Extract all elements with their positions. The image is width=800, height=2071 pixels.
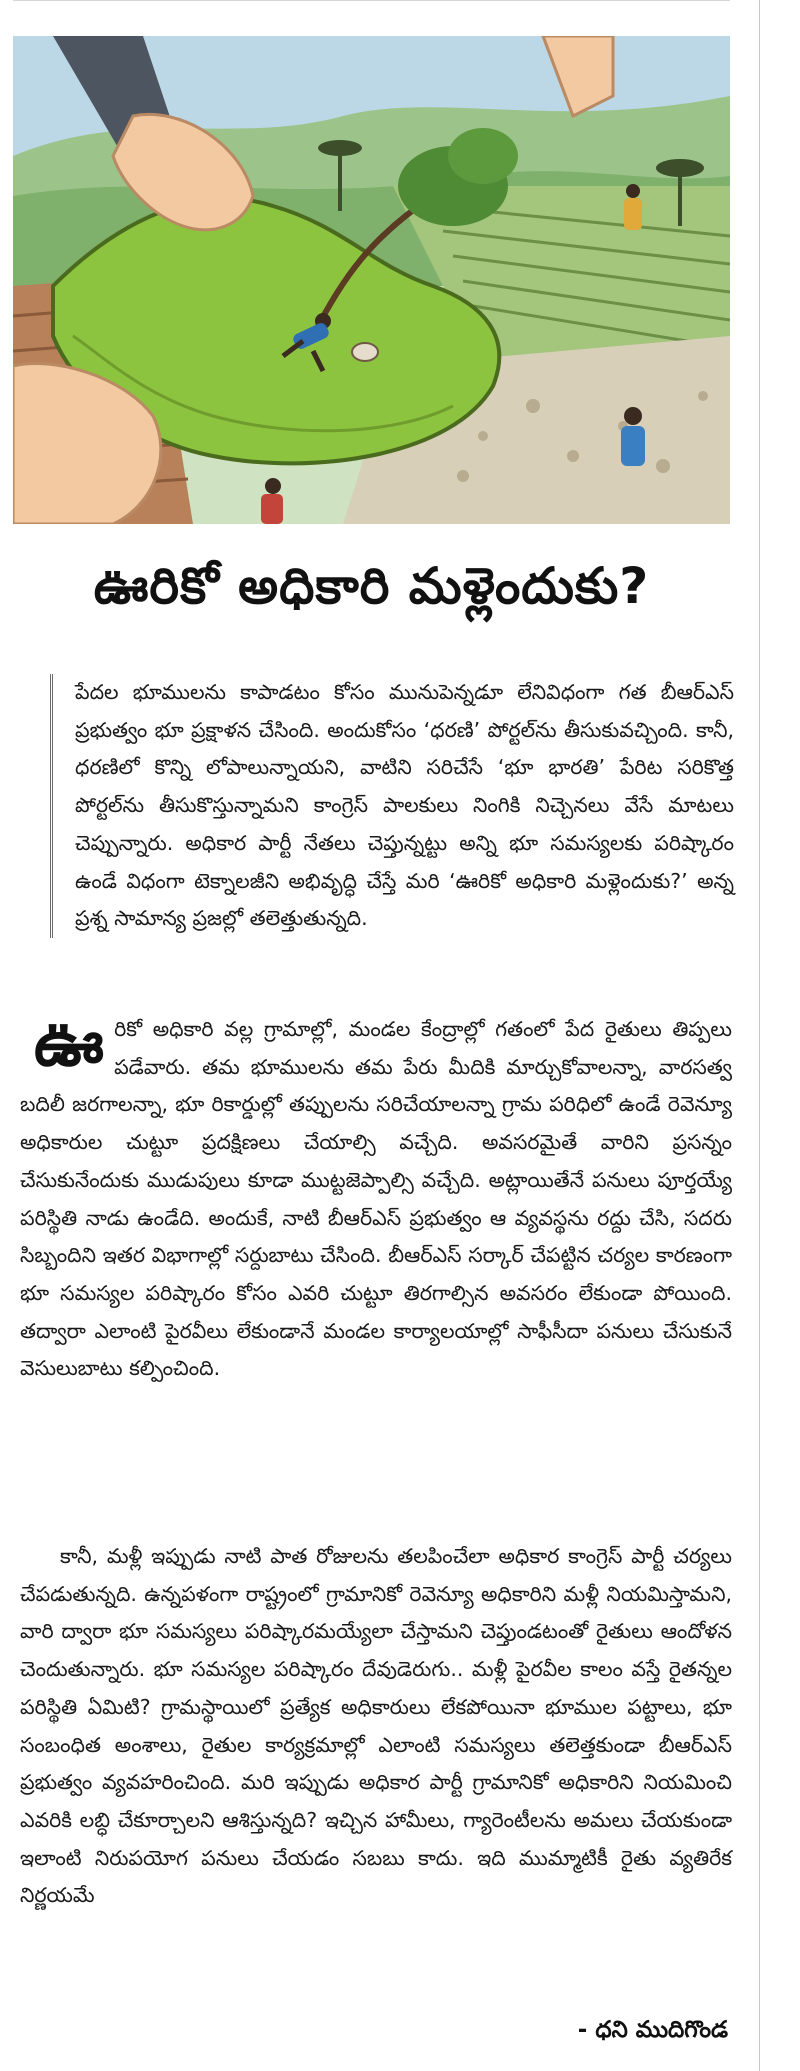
land-grab-illustration (13, 36, 730, 524)
drop-cap: ఊ (34, 1007, 105, 1081)
article-headline: ఊరికో అధికారి మళ్లెందుకు? (93, 557, 650, 615)
author-byline: - ధని ముదిగొండ (577, 2017, 728, 2043)
body-paragraph-1-block (20, 1007, 732, 1388)
column-divider (759, 0, 760, 2071)
body-paragraph-1: రికో అధికారి వల్ల గ్రామాల్లో, మండల కేంద్రాల్లో గతంలో పేద రైతులు తిప్పలు పడేవారు. తమ భూములను తమ పేరు మీదికి మార్చుకోవాలన్నా, వారసత్వ బదిలీ జరగాలన్నా, భూ రికార్డుల్లో తప్పులను సరిచేయాలన్నా గ్రామ పరిధిలో ఉండే రెవెన్యూ అధికారుల చుట్టూ ప్రదక్షిణలు చేయాల్సి వచ్చేది. అవసరమైతే వారిని ప్రసన్నం చేసుకునేందుకు ముడుపులు కూడా ముట్టజెప్పాల్సి వచ్చేది. అట్లాయితేనే పనులు పూర్తయ్యే పరిస్థితి నాడు ఉండేది. అందుకే, నాటి బీఆర్‌ఎస్‌ ప్రభుత్వం ఆ వ్యవస్థను రద్దు చేసి, సదరు సిబ్బందిని ఇతర విభాగాల్లో సర్దుబాటు చేసింది. బీఆర్‌ఎస్‌ సర్కార్‌ చేపట్టిన చర్యల కారణంగా భూ సమస్యల పరిష్కారం కోసం ఎవరి చుట్టూ తిరగాల్సిన అవసరం లేకుండా పోయింది. తద్వారా ఎలాంటి పైరవీలు లేకుండానే మండల కార్యాలయాల్లో సాఫీసీదా పనులు చేసుకునే వెసులుబాటు కల్పించింది. (20, 1017, 732, 1381)
intro-blurb (50, 674, 734, 938)
top-rule (13, 0, 730, 1)
body-paragraph-2-block (20, 1538, 732, 1915)
intro-text: పేదల భూములను కాపాడటం కోసం మునుపెన్నడూ లేనివిధంగా గత బీఆర్‌ఎస్‌ ప్రభుత్వం భూ ప్రక్షాళన చేసింది. అందుకోసం ‘ధరణి’ పోర్టల్‌ను తీసుకువచ్చింది. కానీ, ధరణిలో కొన్ని లోపాలున్నాయని, వాటిని సరిచేసే ‘భూ భారతి’ పేరిట సరికొత్త పోర్టల్‌ను తీసుకొస్తున్నామని కాంగ్రెస్‌ పాలకులు నింగికి నిచ్చెనలు వేసే మాటలు చెప్పున్నారు. అధికార పార్టీ నేతలు చెప్తున్నట్టు అన్ని భూ సమస్యలకు పరిష్కారం ఉండే విధంగా టెక్నాలజీని అభివృద్ధి చేస్తే మరి ‘ఊరికో అధికారి మళ్లెందుకు?’ అన్న ప్రశ్న సామాన్య ప్రజల్లో తలెత్తుతున్నది. (75, 680, 734, 931)
body-paragraph-2: కానీ, మళ్లీ ఇప్పుడు నాటి పాత రోజులను తలపించేలా అధికార కాంగ్రెస్‌ పార్టీ చర్యలు చేపడుతున్నది. ఉన్నపళంగా రాష్ట్రంలో గ్రామానికో రెవెన్యూ అధికారిని మళ్లీ నియమిస్తామని, వారి ద్వారా భూ సమస్యలు పరిష్కారమయ్యేలా చేస్తామని చెప్తుండటంతో రైతులు ఆందోళన చెందుతున్నారు. భూ సమస్యల పరిష్కారం దేవుడెరుగు.. మళ్లీ పైరవీల కాలం వస్తే రైతన్నల పరిస్థితి ఏమిటి? గ్రామస్థాయిలో ప్రత్యేక అధికారులు లేకపోయినా భూముల పట్టాలు, భూ సంబంధిత అంశాలు, రైతుల కార్యక్రమాల్లో ఎలాంటి సమస్యలు తలెత్తకుండా బీఆర్‌ఎస్‌ ప్రభుత్వం వ్యవహరించింది. మరి ఇప్పుడు అధికార పార్టీ గ్రామానికో అధికారిని నియమించి ఎవరికి లబ్ధి చేకూర్చాలని ఆశిస్తున్నది? ఇచ్చిన హామీలు, గ్యారెంటీలను అమలు చేయకుండా ఇలాంటి నిరుపయోగ పనులు చేయడం సబబు కాదు. ఇది ముమ్మాటికీ రైతు వ్యతిరేక నిర్ణయమే (20, 1544, 732, 1908)
